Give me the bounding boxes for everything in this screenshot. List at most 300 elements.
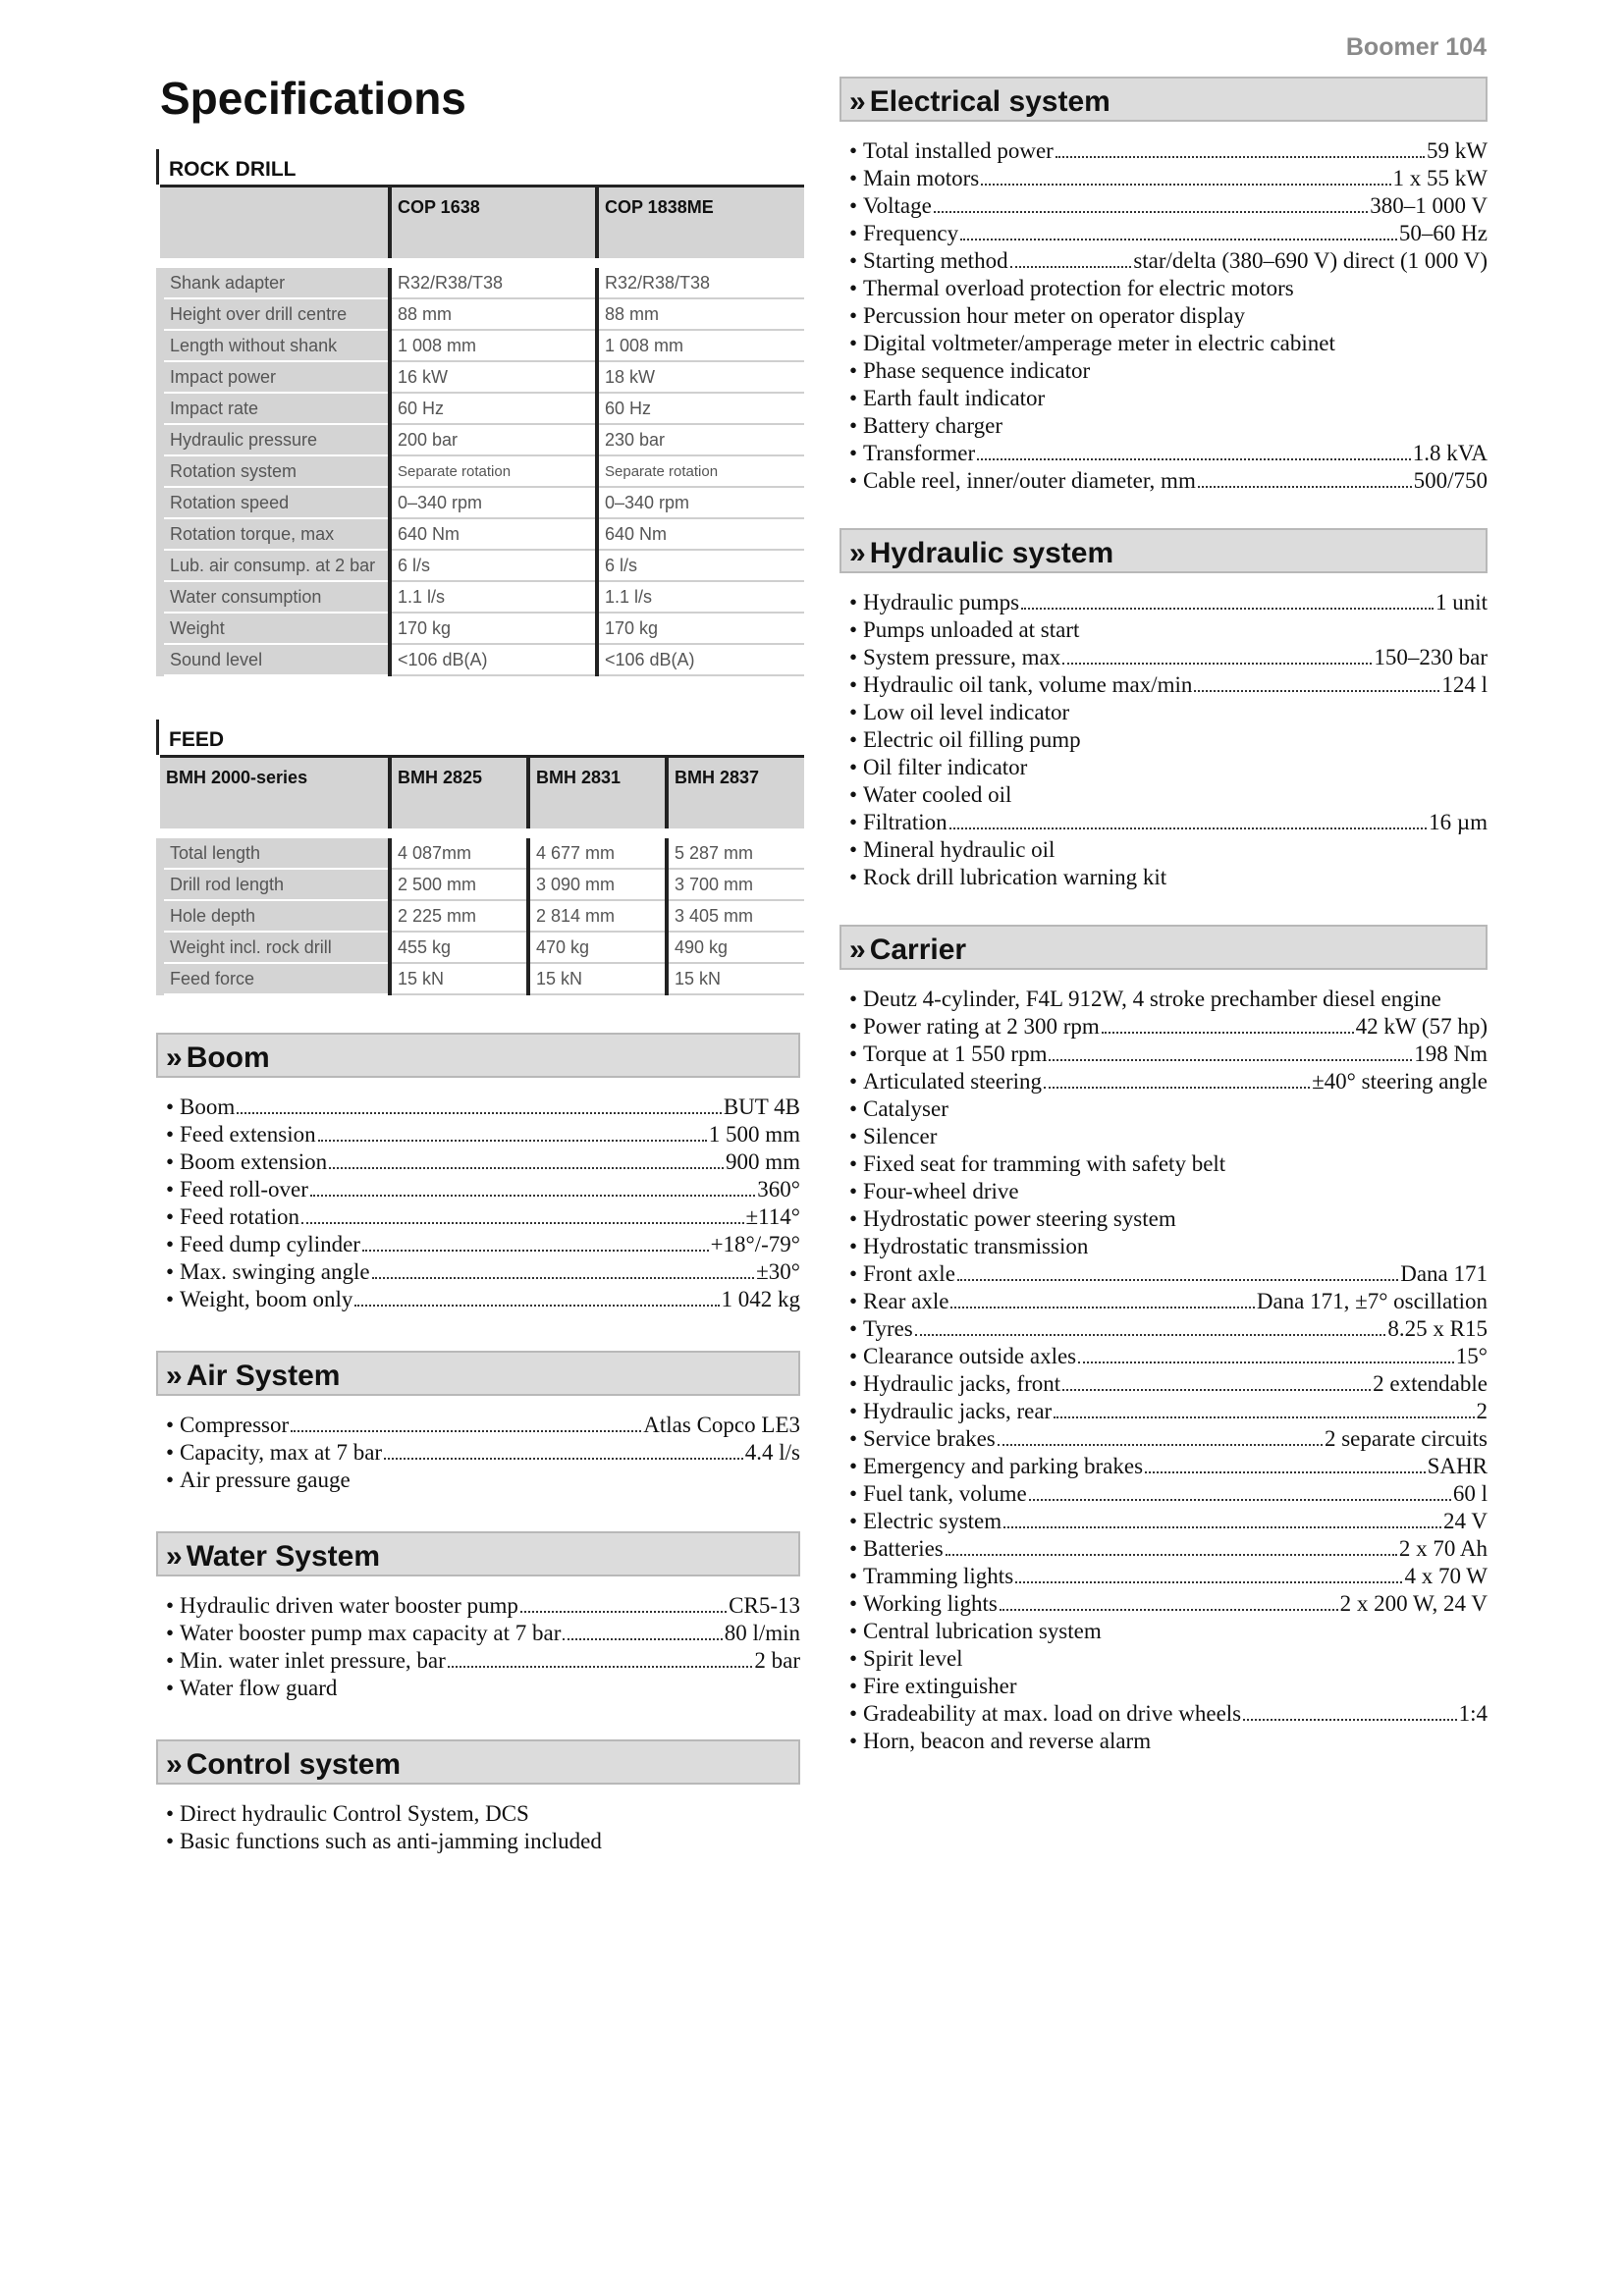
item-label: Mineral hydraulic oil [863,837,1056,862]
dot-leader [946,1535,1397,1556]
column-header [160,187,390,259]
bullet-icon: • [849,1069,858,1094]
item-label: Working lights [863,1591,998,1616]
rock-drill-table [156,185,804,676]
bullet-icon: • [166,1440,175,1465]
table-row [160,581,804,613]
dot-leader [520,1592,727,1613]
item-label: Front axle [863,1261,955,1286]
item-label: Low oil level indicator [863,700,1070,724]
dot-leader [934,192,1368,213]
electrical-title: Electrical system [869,85,1110,118]
water-title: Water System [186,1540,380,1573]
list-item [839,726,1488,754]
table-cell-value: 6 l/s [597,550,804,581]
item-label: Electric system [863,1509,1002,1533]
column-header: COP 1838ME [597,187,804,259]
list-item [839,671,1488,699]
item-label: Capacity, max at 7 bar [180,1440,383,1465]
item-label: Total installed power [863,138,1054,163]
item-value: 380–1 000 V [1370,193,1488,218]
dot-leader [1015,1563,1402,1583]
item-value: 2 extendable [1373,1371,1488,1396]
dot-leader [1021,589,1434,610]
dot-leader [1044,1068,1310,1089]
dot-leader [1243,1700,1456,1721]
item-label: Phase sequence indicator [863,358,1091,383]
item-label: Horn, beacon and reverse alarm [863,1729,1152,1753]
table-cell-value: 170 kg [390,613,597,644]
hydraulic-title: Hydraulic system [869,537,1114,569]
table-cell-value: 2 225 mm [390,900,528,932]
item-value: BUT 4B [723,1095,800,1119]
bullet-icon: • [166,1413,175,1437]
bullet-icon: • [849,1041,858,1066]
list-item [839,1508,1488,1535]
item-label: Rear axle [863,1289,949,1313]
water-section [156,1531,800,1702]
dot-leader [362,1231,709,1252]
list-item [839,192,1488,220]
chevron-icon: » [166,1540,183,1573]
table-cell-value: 15 kN [667,963,804,994]
item-label: Compressor [180,1413,290,1437]
list-item [156,1176,800,1203]
bullet-icon: • [849,468,858,493]
item-label: Percussion hour meter on operator display [863,303,1245,328]
list-item [839,1315,1488,1343]
table-cell-value: 15 kN [390,963,528,994]
table-cell-label: Hydraulic pressure [160,424,390,455]
bullet-icon: • [166,1095,175,1119]
item-value: +18°/-79° [710,1232,800,1256]
item-value: 2 separate circuits [1324,1426,1488,1451]
table-header-row [160,187,804,259]
bullet-icon: • [849,331,858,355]
dot-leader [1056,137,1425,158]
list-item [839,864,1488,891]
bullet-icon: • [849,1509,858,1533]
table-cell-value: 6 l/s [390,550,597,581]
item-label: Power rating at 2 300 rpm [863,1014,1100,1039]
bullet-icon: • [849,865,858,889]
list-item [839,137,1488,165]
dot-leader [949,809,1427,829]
item-value: 360° [757,1177,800,1201]
electrical-list [839,137,1488,495]
item-label: Water booster pump max capacity at 7 bar [180,1621,562,1645]
item-label: Cable reel, inner/outer diameter, mm [863,468,1196,493]
list-item [156,1800,800,1828]
dot-leader [318,1121,707,1142]
bullet-icon: • [166,1621,175,1645]
dot-leader [310,1176,755,1197]
item-label: Earth fault indicator [863,386,1046,410]
item-label: Fuel tank, volume [863,1481,1027,1506]
item-label: Feed dump cylinder [180,1232,360,1256]
table-cell-label: Total length [160,838,390,869]
item-value: 60 l [1452,1481,1488,1506]
item-value: ±114° [745,1204,800,1229]
dot-leader [237,1094,722,1114]
bullet-icon: • [166,1676,175,1700]
item-value: 4.4 l/s [744,1440,800,1465]
item-label: Service brakes [863,1426,996,1451]
item-label: Silencer [863,1124,938,1148]
table-cell-label: Impact power [160,361,390,393]
table-cell-label: Lub. air consump. at 2 bar [160,550,390,581]
table-row [160,518,804,550]
list-item [839,1233,1488,1260]
item-value: ±40° steering angle [1312,1069,1488,1094]
dot-leader [1000,1590,1338,1611]
right-column [839,77,1488,1755]
item-value: 198 Nm [1414,1041,1488,1066]
table-row [160,963,804,994]
item-label: Spirit level [863,1646,963,1671]
list-item [156,1121,800,1148]
dot-leader [372,1258,755,1279]
table-cell-value: 640 Nm [390,518,597,550]
item-label: Deutz 4-cylinder, F4L 912W, 4 stroke prechamber diesel engine [863,987,1441,1011]
list-item [839,1398,1488,1425]
item-label: Direct hydraulic Control System, DCS [180,1801,529,1826]
table-cell-label: Rotation torque, max [160,518,390,550]
table-row [160,550,804,581]
item-label: Central lubrication system [863,1619,1102,1643]
list-item [839,1618,1488,1645]
list-item [839,1123,1488,1150]
list-item [839,302,1488,330]
list-item [839,1343,1488,1370]
boom-section [156,1033,800,1313]
table-row [160,361,804,393]
air-title: Air System [186,1360,341,1392]
table-cell-value: 5 287 mm [667,838,804,869]
item-label: Hydrostatic power steering system [863,1206,1176,1231]
bullet-icon: • [849,1261,858,1286]
table-cell-label: Hole depth [160,900,390,932]
boom-title: Boom [186,1041,270,1074]
item-value: 24 V [1443,1509,1488,1533]
list-item [839,1645,1488,1673]
dot-leader [1145,1453,1426,1473]
item-value: 50–60 Hz [1398,221,1488,245]
item-label: Starting method [863,248,1008,273]
column-header: COP 1638 [390,187,597,259]
item-label: Hydraulic driven water booster pump [180,1593,518,1618]
bullet-icon: • [849,138,858,163]
bullet-icon: • [849,276,858,300]
item-label: Pumps unloaded at start [863,617,1080,642]
table-cell-label: Height over drill centre [160,298,390,330]
bullet-icon: • [849,1096,858,1121]
control-title: Control system [186,1748,402,1781]
list-item [839,1095,1488,1123]
table-cell-label: Feed force [160,963,390,994]
item-value: 4 x 70 W [1404,1564,1488,1588]
table-header-row [160,757,804,829]
item-value: 150–230 bar [1374,645,1488,669]
list-item [839,1563,1488,1590]
item-value: 16 µm [1429,810,1488,834]
table-cell-value: 60 Hz [597,393,804,424]
list-item [156,1675,800,1702]
bullet-icon: • [849,810,858,834]
item-label: Weight, boom only [180,1287,353,1311]
table-cell-value: 200 bar [390,424,597,455]
carrier-list [839,986,1488,1755]
list-item [839,1013,1488,1041]
list-item [839,275,1488,302]
dot-leader [1102,1013,1354,1034]
dot-leader [1198,467,1412,488]
item-value: Atlas Copco LE3 [643,1413,800,1437]
list-item [839,1700,1488,1728]
item-label: Water cooled oil [863,782,1012,807]
table-cell-value: 60 Hz [390,393,597,424]
item-label: Basic functions such as anti-jamming included [180,1829,602,1853]
list-item [156,1094,800,1121]
dot-leader [329,1148,724,1169]
item-label: Thermal overload protection for electric motors [863,276,1294,300]
table-row [160,330,804,361]
bullet-icon: • [849,590,858,614]
dot-leader [1062,644,1372,665]
bullet-icon: • [849,441,858,465]
table-cell-label: Length without shank [160,330,390,361]
item-label: Four-wheel drive [863,1179,1019,1203]
bullet-icon: • [849,1454,858,1478]
bullet-icon: • [849,1481,858,1506]
table-row [160,298,804,330]
item-label: Boom extension [180,1149,328,1174]
list-item [839,1150,1488,1178]
item-label: System pressure, max [863,645,1061,669]
list-item [839,1370,1488,1398]
bullet-icon: • [849,166,858,190]
table-cell-value: 3 090 mm [528,869,667,900]
list-item [839,1068,1488,1095]
list-item [839,1425,1488,1453]
bullet-icon: • [166,1648,175,1673]
column-header: BMH 2837 [667,757,804,829]
item-value: 15° [1455,1344,1488,1368]
list-item [839,467,1488,495]
table-cell-label: Water consumption [160,581,390,613]
item-label: Air pressure gauge [180,1468,351,1492]
rock-drill-section [156,149,800,676]
item-label: Tyres [863,1316,913,1341]
dot-leader [981,165,1390,186]
item-value: SAHR [1427,1454,1488,1478]
dot-leader [1003,1508,1441,1528]
list-item [156,1231,800,1258]
column-header: BMH 2000-series [160,757,390,829]
table-cell-value: 3 700 mm [667,869,804,900]
table-cell-value: 1.1 l/s [597,581,804,613]
list-item [839,1535,1488,1563]
list-item [839,330,1488,357]
chevron-icon: » [166,1748,183,1781]
table-row [160,613,804,644]
bullet-icon: • [166,1593,175,1618]
list-item [839,440,1488,467]
list-item [156,1620,800,1647]
bullet-icon: • [166,1468,175,1492]
item-label: Min. water inlet pressure, bar [180,1648,446,1673]
table-cell-value: 3 405 mm [667,900,804,932]
chevron-icon: » [849,934,866,966]
list-item [839,1205,1488,1233]
left-column [156,71,800,1855]
dot-leader [1049,1041,1412,1061]
bullet-icon: • [849,1234,858,1258]
table-cell-value: 0–340 rpm [597,487,804,518]
dot-leader [915,1315,1386,1336]
item-label: Rock drill lubrication warning kit [863,865,1167,889]
bullet-icon: • [849,1426,858,1451]
air-section [156,1351,800,1494]
item-label: Feed extension [180,1122,316,1147]
item-label: Hydrostatic transmission [863,1234,1089,1258]
table-cell-value: Separate rotation [390,455,597,487]
bullet-icon: • [849,413,858,438]
bullet-icon: • [849,645,858,669]
table-cell-value: <106 dB(A) [390,644,597,675]
control-section [156,1739,800,1855]
item-label: Tramming lights [863,1564,1014,1588]
table-cell-value: 2 500 mm [390,869,528,900]
table-row [160,455,804,487]
bullet-icon: • [849,248,858,273]
bullet-icon: • [849,1124,858,1148]
bullet-icon: • [166,1287,175,1311]
list-item [839,1480,1488,1508]
table-row [160,393,804,424]
page-title: Specifications [160,73,466,124]
bullet-icon: • [849,837,858,862]
table-row [160,838,804,869]
bullet-icon: • [849,386,858,410]
table-row [160,900,804,932]
table-cell-label: Rotation speed [160,487,390,518]
bullet-icon: • [849,1701,858,1726]
item-label: Fire extinguisher [863,1674,1017,1698]
bullet-icon: • [849,1674,858,1698]
table-cell-value: 88 mm [597,298,804,330]
list-item [156,1828,800,1855]
table-cell-value: R32/R38/T38 [390,268,597,298]
item-label: Hydraulic jacks, front [863,1371,1061,1396]
list-item [839,836,1488,864]
feed-table [156,755,804,995]
boom-list [156,1094,800,1313]
carrier-section [839,925,1488,1755]
feed-title: FEED [156,720,800,755]
bullet-icon: • [849,755,858,779]
bullet-icon: • [849,1564,858,1588]
table-row [160,487,804,518]
list-item [156,1467,800,1494]
item-value: 2 x 200 W, 24 V [1339,1591,1488,1616]
bullet-icon: • [849,1206,858,1231]
table-cell-value: <106 dB(A) [597,644,804,675]
table-row [160,424,804,455]
item-value: 900 mm [725,1149,800,1174]
item-label: Clearance outside axles [863,1344,1077,1368]
bullet-icon: • [849,358,858,383]
chevron-icon: » [849,537,866,569]
list-item [839,1178,1488,1205]
item-label: Filtration [863,810,947,834]
dot-leader [1029,1480,1451,1501]
chevron-icon: » [849,85,866,118]
list-item [839,699,1488,726]
table-cell-value: 16 kW [390,361,597,393]
list-item [839,986,1488,1013]
bullet-icon: • [849,221,858,245]
hydraulic-heading [839,528,1488,573]
item-label: Catalyser [863,1096,948,1121]
bullet-icon: • [849,193,858,218]
item-value: 1 x 55 kW [1392,166,1488,190]
brand-header: Boomer 104 [1345,33,1487,61]
item-value: Dana 171, ±7° oscillation [1256,1289,1488,1313]
list-item [156,1592,800,1620]
bullet-icon: • [849,1371,858,1396]
hydraulic-list [839,589,1488,891]
item-label: Hydraulic pumps [863,590,1020,614]
list-item [839,1453,1488,1480]
feed-section [156,720,800,995]
item-label: Articulated steering [863,1069,1043,1094]
item-value: 2 [1476,1399,1488,1423]
table-cell-label: Impact rate [160,393,390,424]
list-item [156,1647,800,1675]
item-label: Feed rotation [180,1204,299,1229]
table-cell-value: 2 814 mm [528,900,667,932]
list-item [839,616,1488,644]
bullet-icon: • [849,1399,858,1423]
table-cell-value: 4 087mm [390,838,528,869]
item-label: Fixed seat for tramming with safety belt [863,1151,1226,1176]
bullet-icon: • [166,1829,175,1853]
bullet-icon: • [849,303,858,328]
item-label: Main motors [863,166,980,190]
bullet-icon: • [166,1801,175,1826]
dot-leader [1062,1370,1371,1391]
dot-leader [1054,1398,1474,1418]
table-cell-label: Sound level [160,644,390,675]
list-item [839,247,1488,275]
water-list [156,1592,800,1702]
list-item [156,1148,800,1176]
item-value: 2 bar [754,1648,800,1673]
control-heading [156,1739,800,1785]
list-item [839,1041,1488,1068]
bullet-icon: • [849,1151,858,1176]
item-label: Max. swinging angle [180,1259,370,1284]
item-value: 124 l [1441,672,1488,697]
column-header: BMH 2825 [390,757,528,829]
item-value: ±30° [756,1259,800,1284]
dot-leader [448,1647,753,1668]
water-heading [156,1531,800,1576]
table-cell-value: 640 Nm [597,518,804,550]
dot-leader [301,1203,744,1224]
list-item [156,1439,800,1467]
